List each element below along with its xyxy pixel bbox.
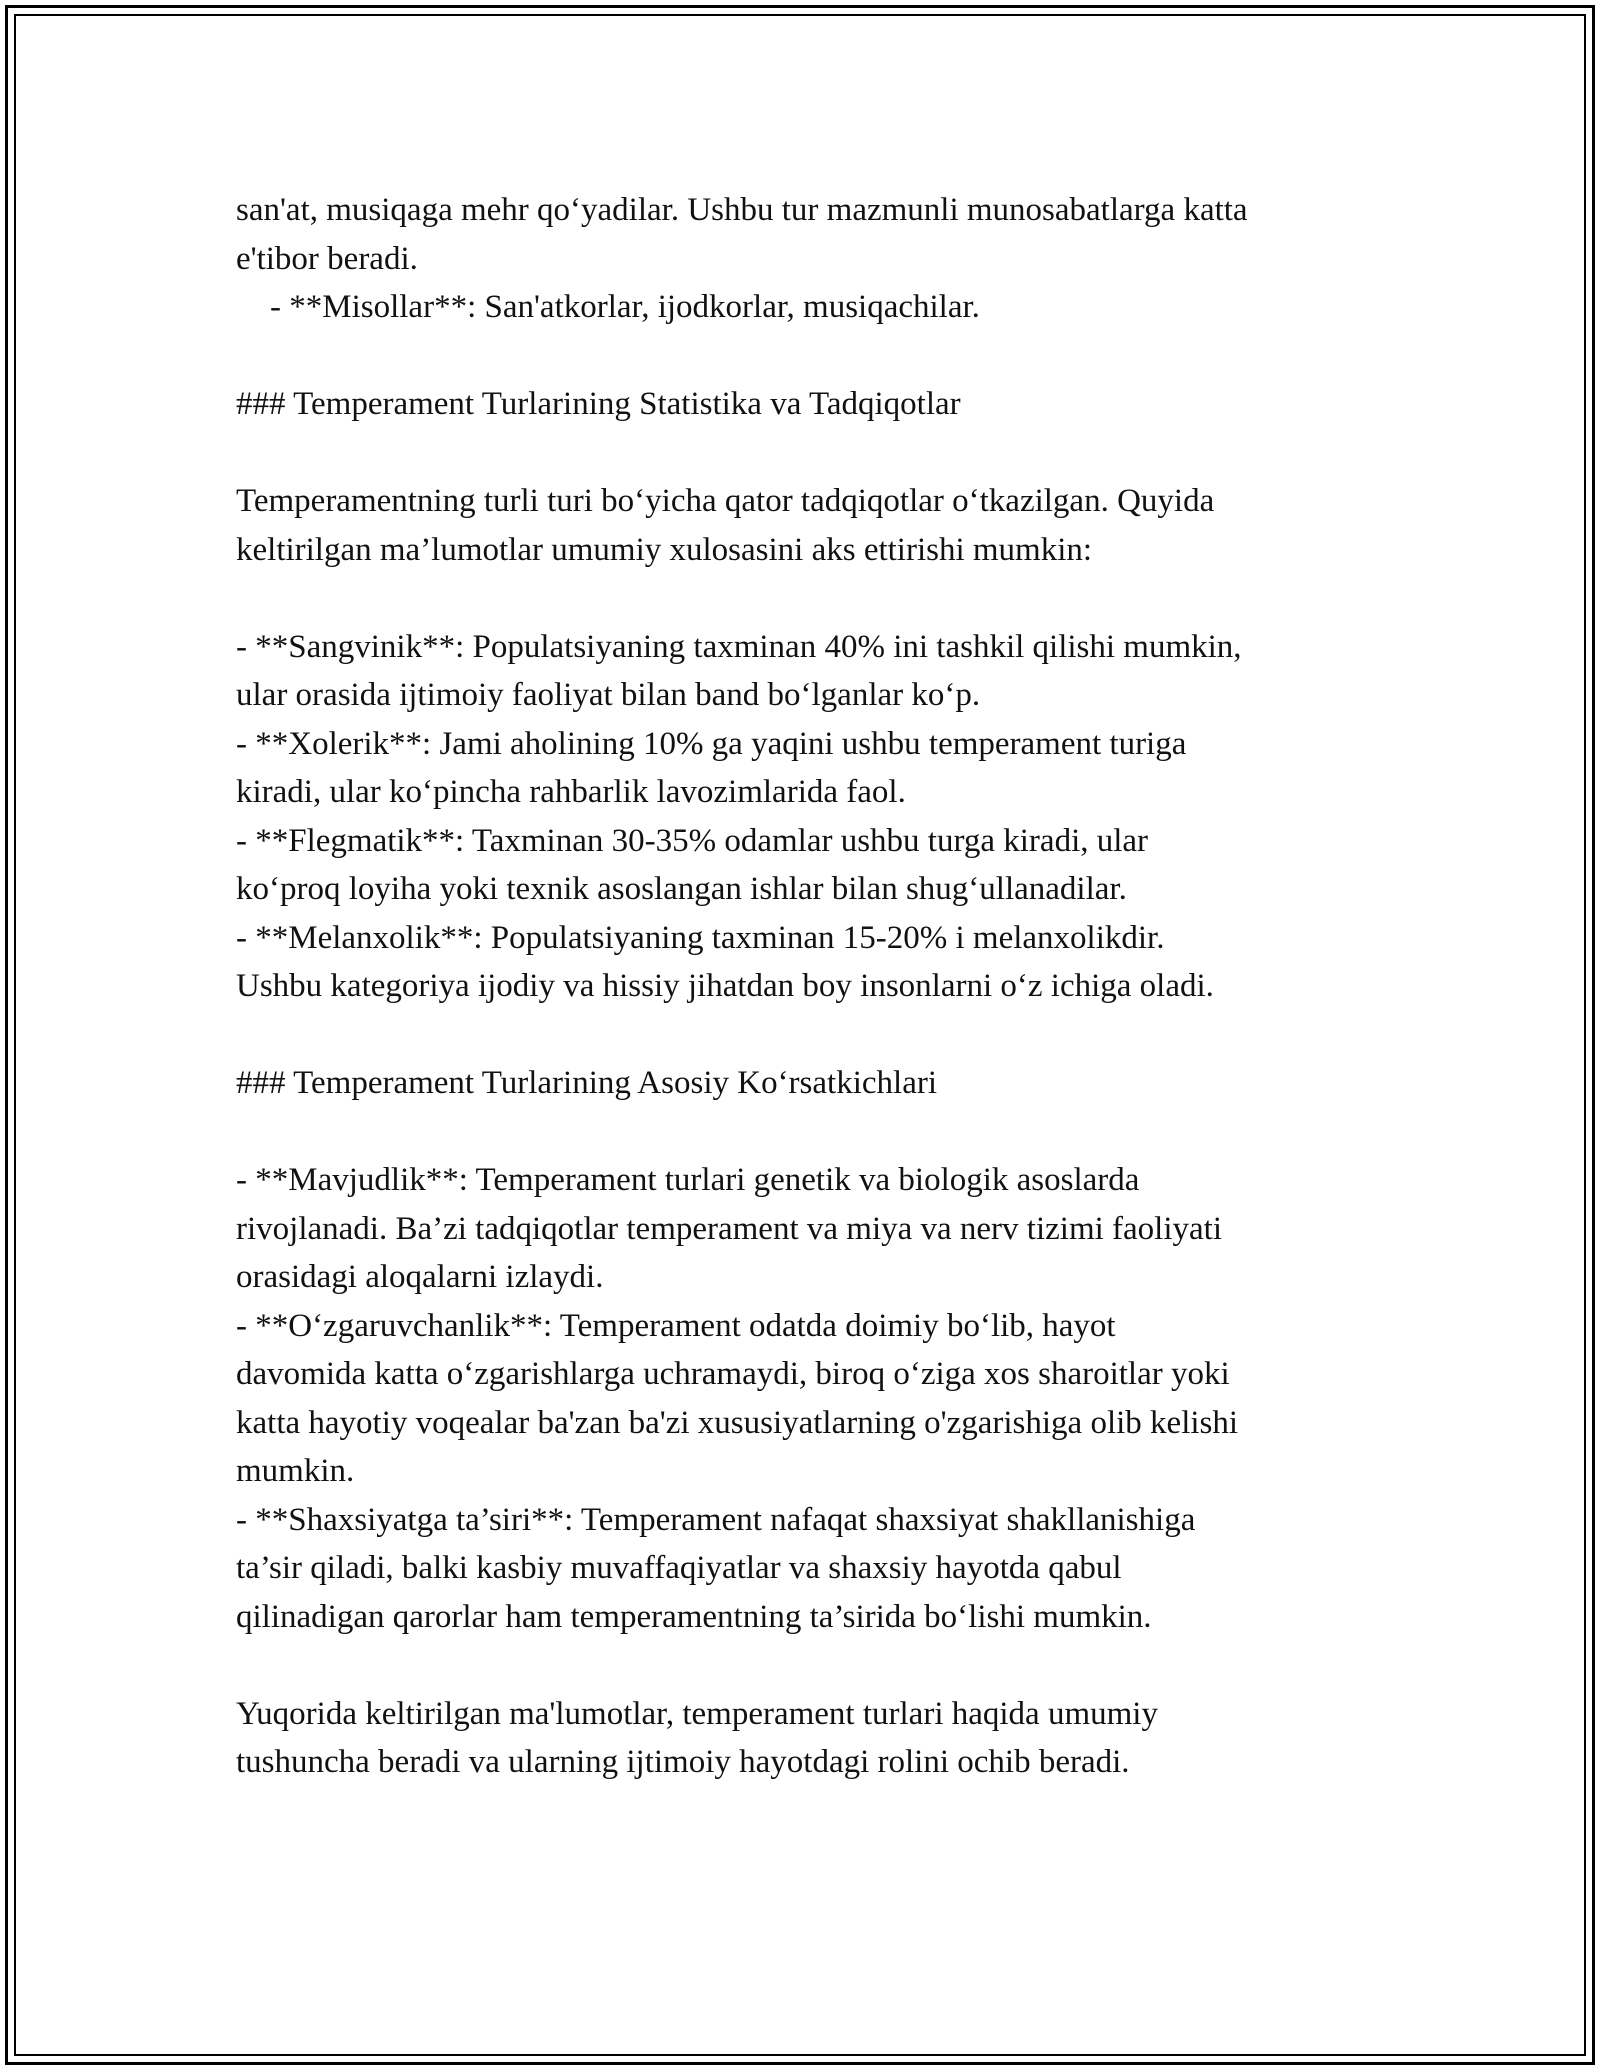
list-item-line: - **Mavjudlik**: Temperament turlari genetik va biologik asoslarda xyxy=(236,1162,1140,1198)
blank-line xyxy=(236,574,1386,623)
list-item-line: qilinadigan qarorlar ham temperamentning ta’sirida bo‘lishi mumkin. xyxy=(236,1598,1152,1635)
conclusion-line: tushuncha beradi va ularning ijtimoiy hayotdagi rolini ochib beradi. xyxy=(236,1744,1130,1780)
paragraph-line: Temperamentning turli turi bo‘yicha qator tadqiqotlar o‘tkazilgan. Quyida xyxy=(236,483,1215,519)
list-item-line: orasidagi aloqalarni izlaydi. xyxy=(236,1259,604,1295)
intro-line: e'tibor beradi. xyxy=(236,240,418,277)
blank-line xyxy=(236,1108,1386,1157)
list-item-line: - **O‘zgaruvchanlik**: Temperament odatda doimiy bo‘lib, hayot xyxy=(236,1307,1116,1344)
list-item-line: Ushbu kategoriya ijodiy va hissiy jihatdan boy insonlarni o‘z ichiga oladi. xyxy=(236,968,1214,1004)
list-item-line: katta hayotiy voqealar ba'zan ba'zi xususiyatlarning o'zgarishiga olib kelishi xyxy=(236,1404,1239,1441)
blank-line xyxy=(236,1011,1386,1060)
blank-line xyxy=(236,1641,1386,1690)
section-heading-indicators: ### Temperament Turlarining Asosiy Ko‘rsatkichlari xyxy=(236,1065,937,1101)
list-item-line: - **Sangvinik**: Populatsiyaning taxminan 40% ini tashkil qilishi mumkin, xyxy=(236,628,1242,665)
list-item-line: - **Shaxsiyatga ta’siri**: Temperament nafaqat shaxsiyat shakllanishiga xyxy=(236,1501,1196,1538)
list-item-line: kiradi, ular ko‘pincha rahbarlik lavozimlarida faol. xyxy=(236,774,906,810)
intro-line: san'at, musiqaga mehr qo‘yadilar. Ushbu tur mazmunli munosabatlarga katta xyxy=(236,192,1248,228)
list-item-line: rivojlanadi. Ba’zi tadqiqotlar temperament va miya va nerv tizimi faoliyati xyxy=(236,1210,1222,1247)
list-item-line: mumkin. xyxy=(236,1453,355,1489)
paragraph-line: keltirilgan ma’lumotlar umumiy xulosasini aks ettirishi mumkin: xyxy=(236,531,1093,568)
examples-line: - **Misollar**: San'atkorlar, ijodkorlar, musiqachilar. xyxy=(270,289,980,325)
section-heading-statistics: ### Temperament Turlarining Statistika va Tadqiqotlar xyxy=(236,386,961,422)
blank-line xyxy=(236,429,1386,478)
conclusion-line: Yuqorida keltirilgan ma'lumotlar, temperament turlari haqida umumiy xyxy=(236,1695,1158,1732)
blank-line xyxy=(236,332,1386,381)
list-item-line: davomida katta o‘zgarishlarga uchramaydi, biroq o‘ziga xos sharoitlar yoki xyxy=(236,1356,1230,1392)
list-item-line: ta’sir qiladi, balki kasbiy muvaffaqiyatlar va shaxsiy hayotda qabul xyxy=(236,1550,1122,1586)
list-item-line: ko‘proq loyiha yoki texnik asoslangan ishlar bilan shug‘ullanadilar. xyxy=(236,871,1127,907)
list-item-line: - **Flegmatik**: Taxminan 30-35% odamlar ushbu turga kiradi, ular xyxy=(236,822,1149,859)
list-item-line: - **Melanxolik**: Populatsiyaning taxminan 15-20% i melanxolikdir. xyxy=(236,919,1165,956)
document-body xyxy=(236,186,1386,1787)
list-item-line: - **Xolerik**: Jami aholining 10% ga yaqini ushbu temperament turiga xyxy=(236,725,1187,762)
list-item-line: ular orasida ijtimoiy faoliyat bilan band bo‘lganlar ko‘p. xyxy=(236,677,981,713)
